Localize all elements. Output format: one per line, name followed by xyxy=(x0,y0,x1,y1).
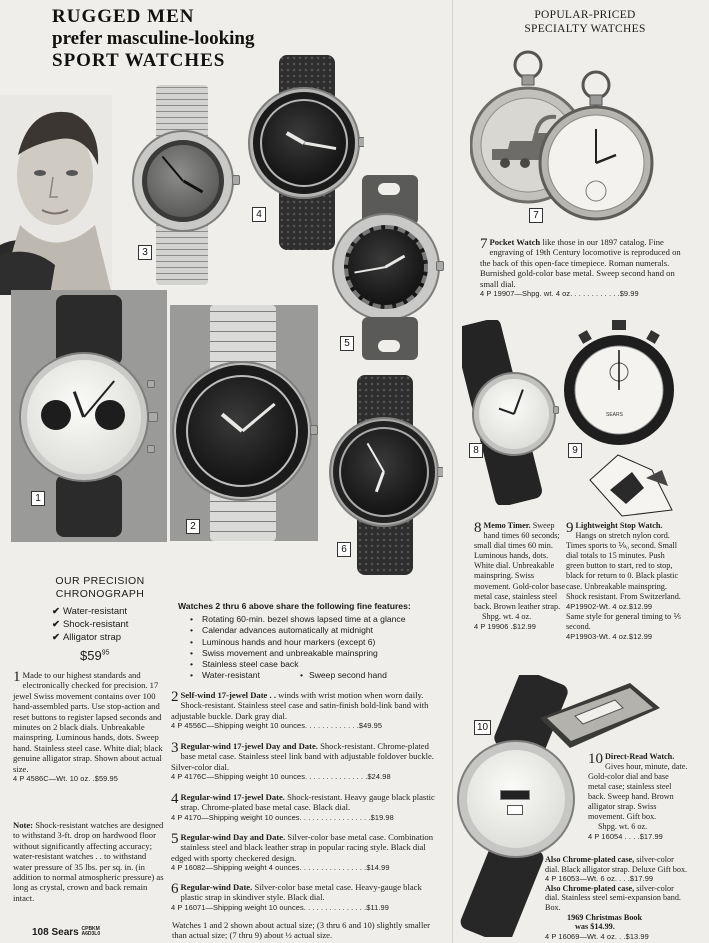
also-options xyxy=(545,855,690,941)
memo-ship: Shpg. wt. 4 oz. xyxy=(482,611,532,621)
item-2-description xyxy=(171,690,443,732)
feature-item: • Swiss movement and unbreakable mainspring xyxy=(190,648,438,659)
badge-2: 2 xyxy=(186,519,200,534)
badge-8: 8 xyxy=(469,443,483,458)
stopwatch-image xyxy=(562,320,680,520)
pocket-order: 4 P 19907—Shpg. wt. 4 oz. . . . . . . . . . . .$9.99 xyxy=(480,289,639,299)
stop-order-2: 4P19903-Wt. 4 oz.$12.99 xyxy=(566,632,653,642)
feature-item: • Luminous hands and hour markers (except 6) xyxy=(190,637,438,648)
watch-5-strap-bottom xyxy=(362,317,418,360)
item-number-7: 7 xyxy=(480,236,488,252)
stop-watch-description xyxy=(566,521,684,642)
item-number-3: 3 xyxy=(171,740,179,756)
also-1-title: Also Chrome-plated case, xyxy=(545,855,635,864)
check-label: Alligator strap xyxy=(62,632,122,643)
watch-2-crown xyxy=(310,425,318,435)
direct-text: Gives hour, minute, date. Gold-color dial and base metal case; stainless steel back. Sweep hand. Brown alligator strap. Swiss movement. Gift box. xyxy=(588,762,688,821)
item-number-1: 1 xyxy=(13,669,21,685)
check-item xyxy=(52,631,128,644)
item-2-title: Self-wind 17-jewel Date . . xyxy=(180,690,276,700)
watch-1-pusher-top xyxy=(147,380,155,388)
item-3-text: Shock-resistant. Chrome-plated base metal case. Stainless steel link band with adjustable foldover buckle. Silver-color dial. xyxy=(171,741,434,772)
shared-features xyxy=(178,601,438,681)
check-icon: ✔ xyxy=(52,606,60,617)
item-5-title: Regular-wind Day and Date. xyxy=(180,832,286,842)
watch-1-strap-bottom xyxy=(56,475,122,537)
check-item xyxy=(52,618,128,631)
brand-name: Sears xyxy=(51,927,79,938)
badge-6: 6 xyxy=(337,542,351,557)
item-number-10: 10 xyxy=(588,751,603,767)
gift-box-image xyxy=(535,678,665,758)
item-6-order: 4 P 16071—Shipping weight 10 ounces. . . . . . . . . . . . . . .$11.99 xyxy=(171,902,389,912)
check-label: Water-resistant xyxy=(62,606,128,617)
stopwatch-brand: SEARS xyxy=(606,412,623,418)
column-divider xyxy=(452,0,453,943)
watch-8-photo xyxy=(462,320,560,505)
page-number: 108 xyxy=(32,927,49,938)
feature-item-pair xyxy=(190,670,438,681)
stop-order-1: 4P19902-Wt. 4 oz.$12.99 xyxy=(566,601,653,611)
chronograph-order: 4 P 4586C—Wt. 10 oz. .$59.95 xyxy=(13,774,118,784)
item-number-4: 4 xyxy=(171,791,179,807)
pocket-watches-image xyxy=(470,45,670,227)
memo-text: Sweep hand times 60 seconds; small dial times 60 min. Luminous hands, dots. White dial. Unbreakable mainspring. Swiss movement. Gold-color base metal case, stainless steel back. Brown leather strap. xyxy=(474,521,566,611)
headline-line-3: SPORT WATCHES xyxy=(52,50,226,71)
specialty-title-line-2: SPECIALTY WATCHES xyxy=(524,23,646,35)
stop-title: Lightweight Stop Watch. xyxy=(575,521,663,530)
also-2-order: 4 P 16069—Wt. 4 oz. . .$13.99 xyxy=(545,931,649,941)
watch-5-crown xyxy=(436,261,444,271)
item-5-text: Silver-color base metal case. Combination stainless steel and black leather strap in popular racing style. Black dial edged with sporty checkered design. xyxy=(171,832,434,863)
xmas-note-line-1: 1969 Christmas Book xyxy=(567,912,643,922)
catalog-code-bottom: A6D3L0 xyxy=(81,931,101,938)
memo-timer-description xyxy=(474,521,568,632)
note-text: Shock-resistant watches are designed to withstand 3-ft. drop on hardwood floor without significantly affecting accuracy; water-resistant watches . . to withstand water pressure of 35 lbs. per sq. in. (in addition to normal atmospheric pressure) as long as crystal, crown and back remain intact. xyxy=(13,820,164,903)
watch-8-crown xyxy=(553,406,559,414)
badge-9: 9 xyxy=(568,443,582,458)
badge-7: 7 xyxy=(529,208,543,223)
features-list xyxy=(178,614,438,681)
headline-line-2: prefer masculine-looking xyxy=(52,28,255,49)
size-note: Watches 1 and 2 shown about actual size; (3 thru 6 and 10) slightly smaller than actual size; (7 thru 9) about ½ actual size. xyxy=(172,920,431,940)
also-1-order: 4 P 16053—Wt. 6 oz. . . .$17.99 xyxy=(545,874,654,884)
item-2-order: 4 P 4556C—Shipping weight 10 ounces. . . . . . . . . . . . .$49.95 xyxy=(171,721,383,731)
watch-5-strap-hole-2 xyxy=(378,340,400,352)
also-2-title: Also Chrome-plated case, xyxy=(545,883,635,893)
memo-order: 4 P 19906 .$12.99 xyxy=(474,621,536,631)
chronograph-text: Made to our highest standards and electronically checked for precision. 17 jewel Swiss movement contains over 100 hand-assembled parts. Use stop-action and reset buttons to register lapsed seconds and minutes on 2 black dials. Unbreakable mainspring. Luminous hands, dots. Sweep hand. Stainless steel case. White dial; black genuine alligator strap. Shown about actual size. xyxy=(13,670,163,774)
item-4-order: 4 P 4170—Shipping weight 10 ounces. . . . . . . . . . . . . . . . .$19.98 xyxy=(171,812,394,822)
watch-6-crown xyxy=(437,467,443,477)
headline-line-1: RUGGED MEN xyxy=(52,6,195,27)
model-photo xyxy=(0,95,112,295)
item-4-text: Shock-resistant. Heavy gauge black plastic strap. Chrome-plated base metal case. Black dial. xyxy=(180,792,435,813)
feature-item: • Calendar advances automatically at midnight xyxy=(190,625,438,636)
watch-9-photo xyxy=(562,320,680,520)
catalog-code-top: CPBKM xyxy=(81,926,100,933)
chronograph-checklist xyxy=(52,605,128,644)
features-heading: Watches 2 thru 6 above share the following fine features: xyxy=(178,601,411,611)
item-6-description xyxy=(171,882,443,913)
direct-ship: Shpg. wt. 6 oz. xyxy=(598,822,648,831)
watch-10-window xyxy=(500,790,530,800)
item-6-title: Regular-wind Date. xyxy=(180,882,253,892)
item-number-8: 8 xyxy=(474,520,482,536)
specialty-title-line-1: POPULAR-PRICED xyxy=(534,9,636,21)
watch-1-subdial-left xyxy=(41,400,71,430)
pocket-watch-description xyxy=(480,237,685,299)
direct-read-description xyxy=(588,752,688,842)
check-item xyxy=(52,605,128,618)
page-footer xyxy=(32,927,100,938)
watch-5-strap-hole xyxy=(378,183,400,195)
feature-item: • Stainless steel case back xyxy=(190,659,438,670)
item-3-order: 4 P 4176C—Shipping weight 10 ounces. . . . . . . . . . . . . . .$24.98 xyxy=(171,772,391,782)
also-1-text: silver-color dial. Black alligator strap. Deluxe Gift box. xyxy=(545,855,688,874)
direct-title: Direct-Read Watch. xyxy=(605,752,675,761)
watch-1-crown xyxy=(148,412,158,422)
item-number-9: 9 xyxy=(566,520,574,536)
check-label: Shock-resistant xyxy=(62,619,129,630)
catalog-code xyxy=(82,927,101,937)
check-icon: ✔ xyxy=(52,619,60,630)
direct-order: 4 P 16054 . . . .$17.99 xyxy=(588,832,663,841)
stop-text-2: Same style for general timing to ⅕ second. xyxy=(566,611,682,631)
man-portrait-image xyxy=(0,95,112,295)
watch-4-crown xyxy=(358,137,364,147)
xmas-note-line-2: was $14.99. xyxy=(575,922,615,932)
check-icon: ✔ xyxy=(52,632,60,643)
watch-1-subdial-right xyxy=(95,400,125,430)
watch-5-photo xyxy=(330,175,445,360)
note-block xyxy=(13,820,165,903)
note-label: Note: xyxy=(13,820,34,830)
watch-2-photo xyxy=(170,305,318,541)
item-5-description xyxy=(171,832,443,874)
price-dollars: $59 xyxy=(80,648,102,663)
item-2-text: winds with wrist motion when worn daily. Shock-resistant. Stainless steel case and satin-finish bold-link band with adjustable buckle. Dark gray dial. xyxy=(171,690,429,721)
also-2-text: silver-color dial. Stainless steel semi-expansion band. Box. xyxy=(545,883,681,912)
pocket-watch-photo xyxy=(470,45,670,227)
pocket-title: Pocket Watch xyxy=(489,237,541,247)
item-6-text: Silver-color base metal case. Heavy-gauge black plastic strap in skindiver style. Black dial. xyxy=(180,882,422,903)
feature-sweep-hand: • Sweep second hand xyxy=(300,670,387,681)
pocket-text: like those in our 1897 catalog. Fine engraving of 19th Century locomotive is reproduced on the back of this open-face timepiece. Roman numerals. Burnished gold-color base metal. Sweep second hand on small dial. xyxy=(480,237,681,289)
item-number-2: 2 xyxy=(171,689,179,705)
badge-4: 4 xyxy=(252,207,266,222)
chronograph-heading-line-1: OUR PRECISION xyxy=(55,575,145,587)
chronograph-description xyxy=(13,670,165,784)
badge-1: 1 xyxy=(31,491,45,506)
item-4-title: Regular-wind 17-jewel Date. xyxy=(180,792,285,802)
item-number-5: 5 xyxy=(171,831,179,847)
feature-water-resistant: • Water-resistant xyxy=(202,670,260,681)
specialty-title xyxy=(480,8,690,36)
chronograph-heading-line-2: CHRONOGRAPH xyxy=(55,588,145,600)
badge-5: 5 xyxy=(340,336,354,351)
memo-title: Memo Timer. xyxy=(483,521,531,530)
badge-3: 3 xyxy=(138,245,152,260)
item-3-title: Regular-wind 17-jewel Day and Date. xyxy=(180,741,318,751)
item-4-description xyxy=(171,792,443,823)
watch-10-date-window xyxy=(507,805,523,815)
watch-1-pusher-bottom xyxy=(147,445,155,453)
price-cents: 95 xyxy=(101,649,110,657)
item-number-6: 6 xyxy=(171,881,179,897)
badge-10: 10 xyxy=(474,720,491,735)
chronograph-heading xyxy=(40,575,160,601)
chronograph-price xyxy=(80,648,110,663)
item-5-order: 4 P 16082—Shipping weight 4 ounces. . . . . . . . . . . . . . . .$14.99 xyxy=(171,863,390,873)
stop-text: Hangs on stretch nylon cord. Times sports to ⅑₀ second. Small dial totals to 15 minutes. Push green button to start, red to stop, black for return to 0. Black plastic case. Unbreakable mainspring. Shock resistant. From Switzerland. xyxy=(566,531,681,601)
feature-item: • Rotating 60-min. bezel shows lapsed time at a glance xyxy=(190,614,438,625)
watch-3-crown xyxy=(232,175,240,185)
item-3-description xyxy=(171,741,443,783)
